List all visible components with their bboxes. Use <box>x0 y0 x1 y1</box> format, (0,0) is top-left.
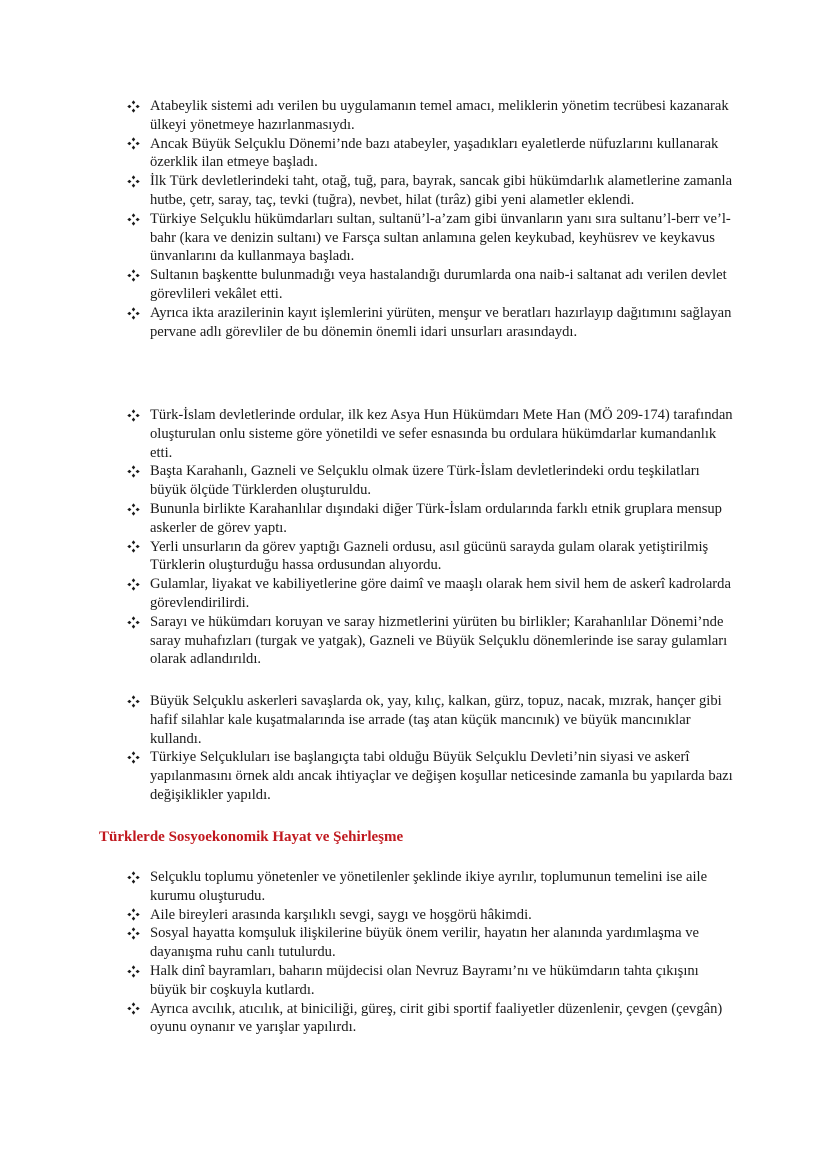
list-item <box>127 210 737 266</box>
list-item <box>127 266 737 304</box>
list-item-text: Aile bireyleri arasında karşılıklı sevgi, saygı ve hoşgörü hâkimdi. <box>150 906 532 923</box>
list-item-text: Ancak Büyük Selçuklu Dönemi’nde bazı atabeyler, yaşadıkları eyaletlerde nüfuzlarını kullanarak özerklik ilan etmeye başladı. <box>150 135 719 171</box>
list-item-text: Bununla birlikte Karahanlılar dışındaki diğer Türk-İslam ordularında farklı etnik gruplara mensup askerler de görev yaptı. <box>150 500 722 536</box>
list-item <box>127 924 737 962</box>
four-diamond-bullet-icon <box>127 97 143 116</box>
bullet-list-military <box>127 406 737 669</box>
list-item-text: Sosyal hayatta komşuluk ilişkilerine büyük önem verilir, hayatın her alanında yardımlaşma ve dayanışma ruhu canlı tutulurdu. <box>150 925 699 961</box>
list-item-text: Ayrıca ikta arazilerinin kayıt işlemlerini yürüten, menşur ve beratları hazırlayıp dağıtımını sağlayan pervane adlı görevliler de bu dönemin önemli idari unsurları arasındaydı. <box>150 304 732 340</box>
list-item <box>127 748 737 804</box>
list-item-text: Yerli unsurların da görev yaptığı Gazneli ordusu, asıl gücünü sarayda gulam olarak yetiştirilmiş Türklerin oluşturduğu hassa ordusundan alıyordu. <box>150 538 709 574</box>
list-item <box>127 172 737 210</box>
bullet-list-weapons <box>127 692 737 805</box>
four-diamond-bullet-icon <box>127 868 143 887</box>
four-diamond-bullet-icon <box>127 135 143 154</box>
list-item <box>127 406 737 462</box>
four-diamond-bullet-icon <box>127 462 143 481</box>
list-item-text: Sultanın başkentte bulunmadığı veya hastalandığı durumlarda ona naib-i saltanat adı verilen devlet görevlileri vekâlet etti. <box>150 267 727 302</box>
four-diamond-bullet-icon <box>127 304 143 323</box>
four-diamond-bullet-icon <box>127 575 143 594</box>
list-item-text: Türk-İslam devletlerinde ordular, ilk kez Asya Hun Hükümdarı Mete Han (MÖ 209-174) tarafından oluşturulan onlu sisteme göre yönetildi ve sefer esnasında bu ordulara hükümdarlar kumandanlık etti. <box>150 407 733 461</box>
four-diamond-bullet-icon <box>127 748 143 767</box>
list-item <box>127 613 737 669</box>
four-diamond-bullet-icon <box>127 906 143 925</box>
list-item <box>127 1000 737 1038</box>
list-item <box>127 692 737 748</box>
list-item-text: Başta Karahanlı, Gazneli ve Selçuklu olmak üzere Türk-İslam devletlerindeki ordu teşkilatları büyük ölçüde Türklerden oluşturuldu. <box>150 463 700 499</box>
list-item <box>127 575 737 613</box>
list-item <box>127 538 737 576</box>
list-item <box>127 500 737 538</box>
list-item-text: Selçuklu toplumu yönetenler ve yönetilenler şeklinde ikiye ayrılır, toplumunun temelini ise aile kurumu oluşturudu. <box>150 869 708 904</box>
list-item-text: Sarayı ve hükümdarı koruyan ve saray hizmetlerini yürüten bu birlikler; Karahanlılar Dönemi’nde saray muhafızları (turgak ve yatgak), Gazneli ve Büyük Selçuklu dönemlerinde ise saray gulamları olarak adlandırıldı. <box>150 613 728 668</box>
four-diamond-bullet-icon <box>127 1000 143 1019</box>
list-item-text: Türkiye Selçuklu hükümdarları sultan, sultanü’l-a’zam gibi ünvanların yanı sıra sultanu’l-berr ve’l-bahr (kara ve denizin sultanı) ve Farsça sultan anlamına gelen keykubad, keyhüsrev ve keykavus ünvanlarını da kullanmaya başladı. <box>150 210 731 265</box>
list-item-text: Türkiye Selçukluları ise başlangıçta tabi olduğu Büyük Selçuklu Devleti’nin siyasi ve askerî yapılanmasını örnek aldı ancak ihtiyaçlar ve değişen koşullar neticesinde zamanla bu yapılarda bazı değişiklikler yapıldı. <box>150 749 733 803</box>
four-diamond-bullet-icon <box>127 172 143 191</box>
list-item-text: İlk Türk devletlerindeki taht, otağ, tuğ, para, bayrak, sancak gibi hükümdarlık alametlerine zamanla hutbe, çetr, saray, taç, tevki (tuğra), nevbet, hilat (tırâz) gibi yeni alametler eklendi. <box>150 173 733 208</box>
section-heading: Türklerde Sosyoekonomik Hayat ve Şehirleşme <box>99 829 404 845</box>
list-item <box>127 97 737 135</box>
four-diamond-bullet-icon <box>127 266 143 285</box>
list-item-text: Büyük Selçuklu askerleri savaşlarda ok, yay, kılıç, kalkan, gürz, topuz, nacak, mızrak, hançer gibi hafif silahlar kale kuşatmalarında ise arrade (taş atan küçük mancınık) ve büyük mancınıklar kullandı. <box>150 693 722 747</box>
four-diamond-bullet-icon <box>127 538 143 557</box>
bullet-list-social-life <box>127 868 737 1037</box>
list-item <box>127 868 737 906</box>
four-diamond-bullet-icon <box>127 924 143 943</box>
list-item-text: Atabeylik sistemi adı verilen bu uygulamanın temel amacı, meliklerin yönetim tecrübesi kazanarak ülkeyi yönetmeye hazırlanmasıydı. <box>150 98 729 133</box>
bullet-list-administration <box>127 97 737 341</box>
list-item <box>127 135 737 173</box>
list-item <box>127 906 737 925</box>
four-diamond-bullet-icon <box>127 692 143 711</box>
list-item <box>127 462 737 500</box>
four-diamond-bullet-icon <box>127 500 143 519</box>
list-item-text: Gulamlar, liyakat ve kabiliyetlerine göre daimî ve maaşlı olarak hem sivil hem de askerî kadrolarda görevlendirilirdi. <box>150 576 731 611</box>
four-diamond-bullet-icon <box>127 406 143 425</box>
four-diamond-bullet-icon <box>127 613 143 632</box>
list-item <box>127 304 737 342</box>
four-diamond-bullet-icon <box>127 962 143 981</box>
list-item <box>127 962 737 1000</box>
list-item-text: Ayrıca avcılık, atıcılık, at biniciliği, güreş, cirit gibi sportif faaliyetler düzenlenir, çevgen (çevgân) oyunu oynanır ve yarışlar yapılırdı. <box>150 1000 723 1036</box>
four-diamond-bullet-icon <box>127 210 143 229</box>
list-item-text: Halk dinî bayramları, baharın müjdecisi olan Nevruz Bayramı’nı ve hükümdarın tahta çıkışını büyük bir coşkuyla kutlardı. <box>150 962 699 998</box>
